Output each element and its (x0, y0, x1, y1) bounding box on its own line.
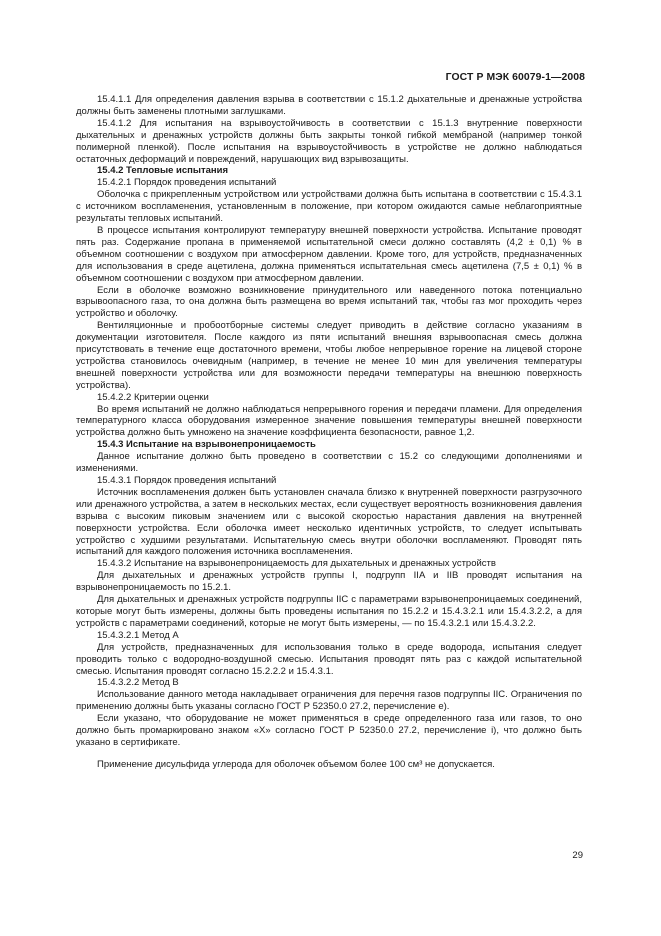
document-body (76, 94, 582, 771)
paragraph: Во время испытаний не должно наблюдаться непрерывного горения и передачи пламени. Для определения температурного класса оборудования измеренное значение повышения температуры внешней поверхности устройства должно быть умножено на значение коэффициента безопасности, равное 1,2. (76, 403, 582, 439)
paragraph: Использование данного метода накладывает ограничения для перечня газов подгруппы IIC. Ограничения по применению должны быть указаны согласно ГОСТ Р 52350.0 27.2, перечисление е). (76, 689, 582, 713)
page-number: 29 (572, 850, 583, 861)
paragraph: 15.4.1.2 Для испытания на взрывоустойчивость в соответствии с 15.1.3 внутренние поверхности дыхательных и дренажных устройств должны быть закрыты тонкой гибкой мембраной (например тонкой полимерной пленкой). После испытания на взрывоустойчивость в устройстве не должно наблюдаться остаточных деформаций и повреждений, нарушающих вид взрывозащиты. (76, 117, 582, 165)
paragraph: Оболочка с прикрепленным устройством или устройствами должна быть испытана в соответствии с 15.4.3.1 с источником воспламенения, установленным в положение, при котором ожидаются самые неблагоприятные результаты тепловых испытаний. (76, 189, 582, 225)
paragraph: Данное испытание должно быть проведено в соответствии с 15.2 со следующими дополнениями и изменениями. (76, 451, 582, 475)
subsection-heading: 15.4.3.2.2 Метод В (97, 677, 179, 689)
subsection-heading: 15.4.3.2 Испытание на взрывонепроницаемость для дыхательных и дренажных устройств (97, 558, 496, 570)
paragraph: Если в оболочке возможно возникновение принудительного или наведенного потока потенциально взрывоопасного газа, то она должна быть размещена во время испытаний так, чтобы газ мог проходить через устройство и оболочку. (76, 284, 582, 320)
paragraph: Вентиляционные и пробоотборные системы следует приводить в действие согласно указаниям в документации изготовителя. После каждого из пяти испытаний внешняя взрывоопасная смесь должна присутствовать в течение еще достаточного времени, чтобы любое непрерывное горение на лицевой стороне устройства становилось очевидным (например, в течение не менее 10 мин для увеличения температуры внешней поверхности устройства или для возможности передачи температуры на внешнюю поверхность устройства). (76, 320, 582, 391)
subsection-heading: 15.4.2.1 Порядок проведения испытаний (97, 177, 277, 189)
paragraph: Для дыхательных и дренажных устройств подгруппы IIC с параметрами взрывонепроницаемых соединений, которые могут быть измерены, должны быть проведены испытания по 15.2.2 и 15.4.3.2.1 или 15.4.3.2.2, а для устройств с параметрами соединений, которые не могут быть измерены, — по 15.4.3.2.1 или 15.4.3.2.2. (76, 594, 582, 629)
document-header: ГОСТ Р МЭК 60079-1—2008 (445, 72, 585, 83)
subsection-heading: 15.4.3.1 Порядок проведения испытаний (97, 475, 277, 486)
section-heading: 15.4.2 Тепловые испытания (97, 165, 229, 177)
subsection-heading: 15.4.2.2 Критерии оценки (97, 391, 209, 403)
section-heading: 15.4.3 Испытание на взрывонепроницаемость (97, 439, 316, 451)
paragraph: 15.4.1.1 Для определения давления взрыва в соответствии с 15.1.2 дыхательные и дренажные устройства должны быть заменены плотными заглушками. (76, 94, 582, 117)
paragraph: Для устройств, предназначенных для использования только в среде водорода, испытания следует проводить только с водородно-воздушной смесью. Испытания проводят пять раз с каждой испытательной смесью. Испытания проводят согласно 15.2.2.2 и 15.4.3.1. (76, 641, 582, 677)
paragraph: Источник воспламенения должен быть установлен сначала близко к внутренней поверхности разгрузочного или дренажного устройства, а затем в нескольких местах, если существует вероятность возникновения давления взрыва с высоким пиковым значением или с высокой скоростью нарастания давления на внутренней поверхности устройства. Если оболочка имеет несколько идентичных устройств, то следует испытывать устройство с худшими результатами. Испытательную смесь внутри оболочки воспламеняют. Проводят пять испытаний для каждого положения источника воспламенения. (76, 486, 582, 558)
paragraph: В процессе испытания контролируют температуру внешней поверхности устройства. Испытание проводят пять раз. Содержание пропана в применяемой испытательной смеси должно составлять (4,2 ± 0,1) % в объемном соотношении с воздухом при атмосферном давлении. Кроме того, для устройств, предназначенных для использования в среде ацетилена, должна применяться испытательная смесь ацетилена (7,5 ± 0,1) % в объемном соотношении с воздухом при атмосферном давлении. (76, 224, 582, 284)
paragraph: Применение дисульфида углерода для оболочек объемом более 100 см³ не допускается. (97, 758, 495, 770)
subsection-heading: 15.4.3.2.1 Метод А (97, 629, 179, 641)
paragraph: Для дыхательных и дренажных устройств группы I, подгрупп IIA и IIB проводят испытания на взрывонепроницаемость по 15.2.1. (76, 570, 582, 594)
paragraph: Если указано, что оборудование не может применяться в среде определенного газа или газов, то оно должно быть промаркировано знаком «X» согласно ГОСТ Р 52350.0 27.2, перечисление i), что должно быть указано в сертификате. (76, 713, 582, 748)
